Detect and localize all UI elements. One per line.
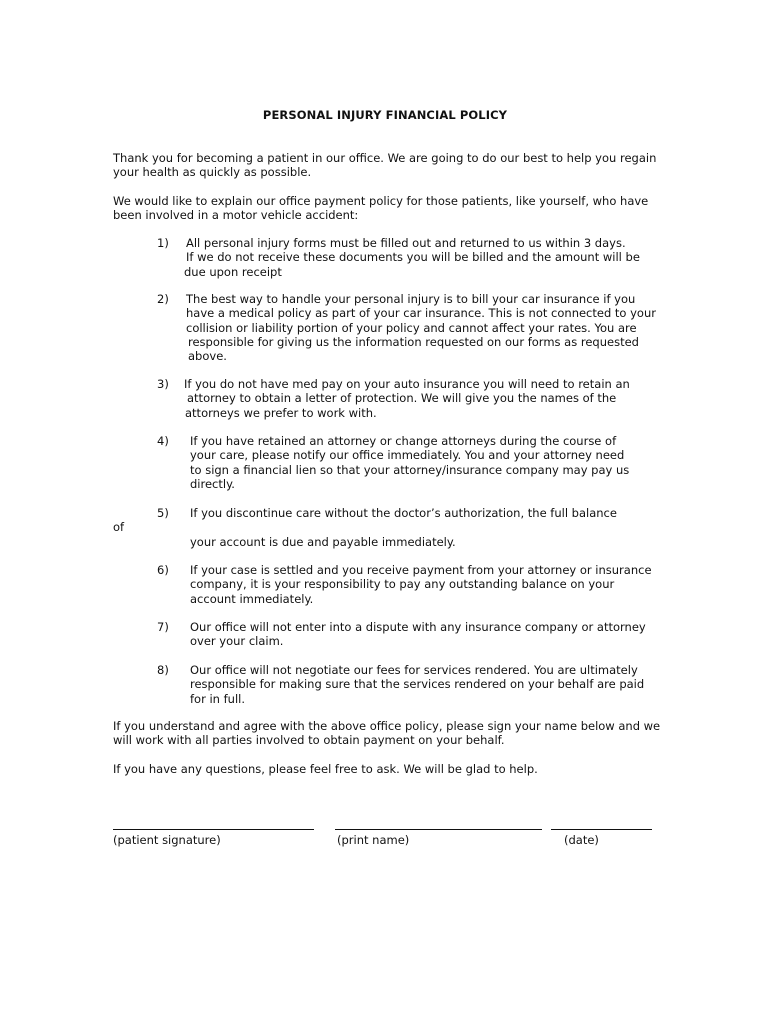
item-line: If you have retained an attorney or change attorneys during the course of [190,434,617,448]
print-name-line[interactable] [335,829,542,830]
item-line: for in full. [190,691,245,706]
item-line: above. [188,349,227,364]
document-title: PERSONAL INJURY FINANCIAL POLICY [262,108,508,122]
item-line: your care, please notify our office immediately. You and your attorney need [190,448,625,463]
explain-paragraph [113,194,673,223]
item-text [190,506,617,520]
item-line: directly. [190,476,235,491]
item-5-continuation: your account is due and payable immediately. [190,535,456,549]
item-line: account immediately. [190,591,314,606]
agreement-line: If you understand and agree with the above office policy, please sign your name below and we [113,719,661,733]
item-number: 3) [157,377,169,391]
item-line: over your claim. [190,634,284,649]
item-line: If we do not receive these documents you will be billed and the amount will be [186,250,640,265]
intro-paragraph [113,151,673,180]
item-line: collision or liability portion of your policy and cannot affect your rates. You are [186,320,637,335]
date-label: (date) [564,833,599,847]
intro-line: Thank you for becoming a patient in our office. We are going to do our best to help you regain [113,151,657,165]
item-line: due upon receipt [184,264,282,279]
questions-paragraph [113,762,673,776]
item-line: to sign a financial lien so that your attorney/insurance company may pay us [190,462,630,477]
item-number: 4) [157,434,169,448]
patient-signature-line[interactable] [113,829,314,830]
item-line: attorneys we prefer to work with. [185,405,377,420]
item-line: All personal injury forms must be filled out and returned to us within 3 days. [186,236,626,250]
item-text [184,377,630,420]
date-line[interactable] [551,829,652,830]
item-line: responsible for making sure that the services rendered on your behalf are paid [190,677,645,692]
item-5-wrapped-word: of [113,520,125,534]
item-text [190,563,652,606]
item-text [186,236,640,279]
item-line: attorney to obtain a letter of protection. We will give you the names of the [187,391,617,406]
item-line: If you do not have med pay on your auto insurance you will need to retain an [184,377,630,391]
agreement-line: will work with all parties involved to obtain payment on your behalf. [113,733,505,748]
item-text [186,292,656,363]
explain-line: been involved in a motor vehicle accident: [113,208,359,223]
item-line: If your case is settled and you receive payment from your attorney or insurance [190,563,652,577]
item-line: Our office will not negotiate our fees for services rendered. You are ultimately [190,663,638,677]
item-text [190,663,644,706]
print-name-label: (print name) [337,833,410,847]
item-line: Our office will not enter into a dispute with any insurance company or attorney [190,620,646,634]
item-text [190,434,629,491]
item-line: If you discontinue care without the doctor’s authorization, the full balance [190,506,617,520]
item-line: The best way to handle your personal injury is to bill your car insurance if you [186,292,636,306]
questions-line: If you have any questions, please feel free to ask. We will be glad to help. [113,762,538,776]
item-line: have a medical policy as part of your car insurance. This is not connected to your [186,306,656,321]
item-number: 6) [157,563,169,577]
item-line: company, it is your responsibility to pay any outstanding balance on your [190,577,615,592]
explain-line: We would like to explain our office payment policy for those patients, like yourself, who have [113,194,649,208]
item-number: 1) [157,236,169,250]
agreement-paragraph [113,719,673,748]
item-number: 8) [157,663,169,677]
item-line: responsible for giving us the information requested on our forms as requested [188,334,639,349]
intro-line: your health as quickly as possible. [113,165,312,180]
item-number: 7) [157,620,169,634]
item-number: 2) [157,292,169,306]
item-text [190,620,646,649]
item-number: 5) [157,506,169,520]
patient-signature-label: (patient signature) [113,833,221,847]
